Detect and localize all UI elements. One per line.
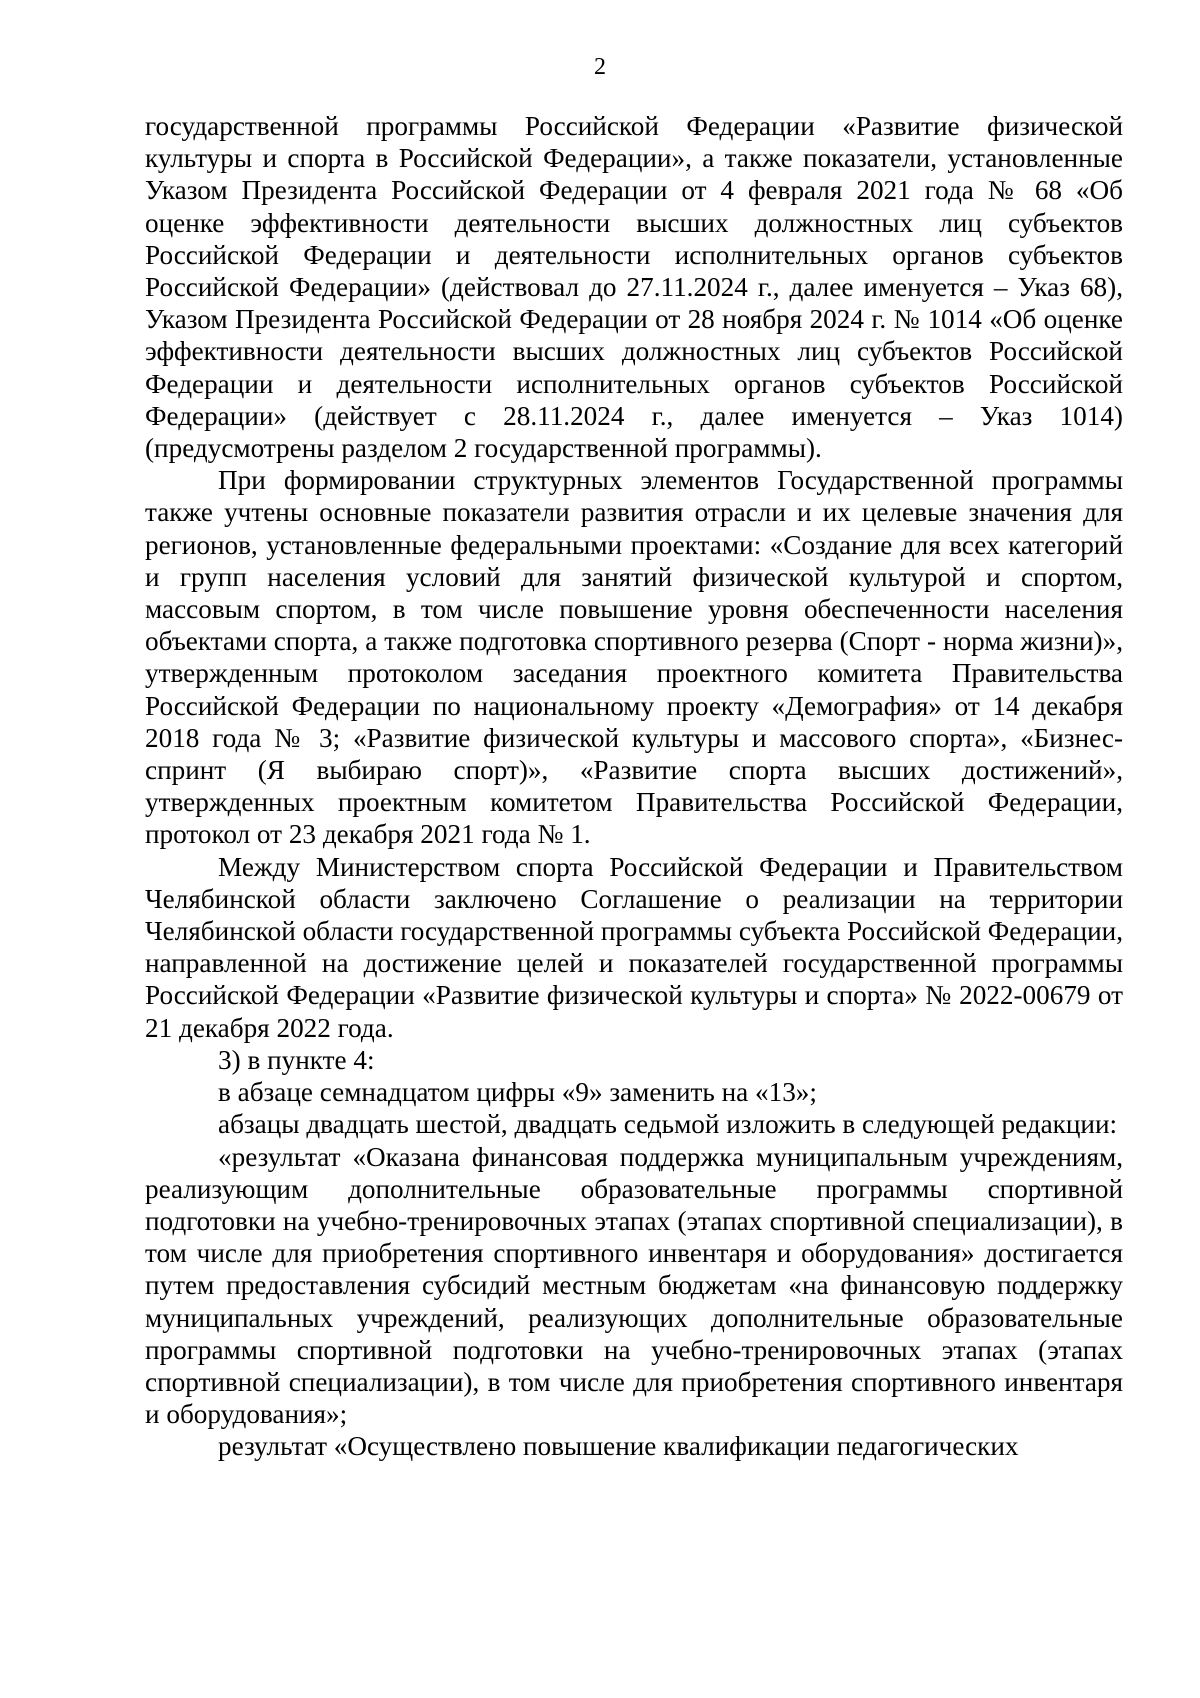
paragraph-point-4: 3) в пункте 4: <box>218 1044 375 1075</box>
paragraph-continuation: государственной программы Российской Федерации «Развитие физической культуры и спорта в Российской Федерации», а также показатели, установленные Указом Президента Российской Федерации от 4 февраля 2021 года № 68 «Об оценке эффективности деятельности высших должностных лиц субъектов Российской Федерации и деятельности исполнительных органов субъектов Российской Федерации» (действовал до 27.11.2024 г., далее именуется – Указ 68), Указом Президента Российской Федерации от 28 ноября 2024 г. № 1014 «Об оценке эффективности деятельности высших должностных лиц субъектов Российской Федерации и деятельности исполнительных органов субъектов Российской Федерации» (действует с 28.11.2024 г., далее именуется – Указ 1014) (предусмотрены разделом 2 государственной программы). <box>145 111 1123 464</box>
paragraph-new-edition-intro: абзацы двадцать шестой, двадцать седьмой изложить в следующей редакции: <box>218 1109 1118 1140</box>
paragraph-result-financial-support: «результат «Оказана финансовая поддержка муниципальным учреждениям, реализующим дополнительные образовательные программы спортивной подготовки на учебно-тренировочных этапах (этапах спортивной специализации), в том числе для приобретения спортивного инвентаря и оборудования» достигается путем предоставления субсидий местным бюджетам «на финансовую поддержку муниципальных учреждений, реализующих дополнительные образовательные программы спортивной подготовки на учебно-тренировочных этапах (этапах спортивной специализации), в том числе для приобретения спортивного инвентаря и оборудования»; <box>145 1141 1123 1430</box>
paragraph-agreement: Между Министерством спорта Российской Федерации и Правительством Челябинской области заключено Соглашение о реализации на территории Челябинской области государственной программы субъекта Российской Федерации, направленной на достижение целей и показателей государственной программы Российской Федерации «Развитие физической культуры и спорта» № 2022-00679 от 21 декабря 2022 года. <box>145 851 1123 1043</box>
page-number: 2 <box>594 54 606 80</box>
paragraph-result-qualification: результат «Осуществлено повышение квалификации педагогических <box>218 1431 1019 1462</box>
paragraph-structural-elements: При формировании структурных элементов Государственной программы также учтены основные показатели развития отрасли и их целевые значения для регионов, установленные федеральными проектами: «Создание для всех категорий и групп населения условий для занятий физической культурой и спортом, массовым спортом, в том числе повышение уровня обеспеченности населения объектами спорта, а также подготовка спортивного резерва (Спорт - норма жизни)», утвержденным протоколом заседания проектного комитета Правительства Российской Федерации по национальному проекту «Демография» от 14 декабря 2018 года № 3; «Развитие физической культуры и массового спорта», «Бизнес-спринт (Я выбираю спорт)», «Развитие спорта высших достижений», утвержденных проектным комитетом Правительства Российской Федерации, протокол от 23 декабря 2021 года № 1. <box>145 465 1123 850</box>
document-body <box>145 110 1123 1463</box>
paragraph-seventeenth-amendment: в абзаце семнадцатом цифры «9» заменить на «13»; <box>218 1077 817 1108</box>
